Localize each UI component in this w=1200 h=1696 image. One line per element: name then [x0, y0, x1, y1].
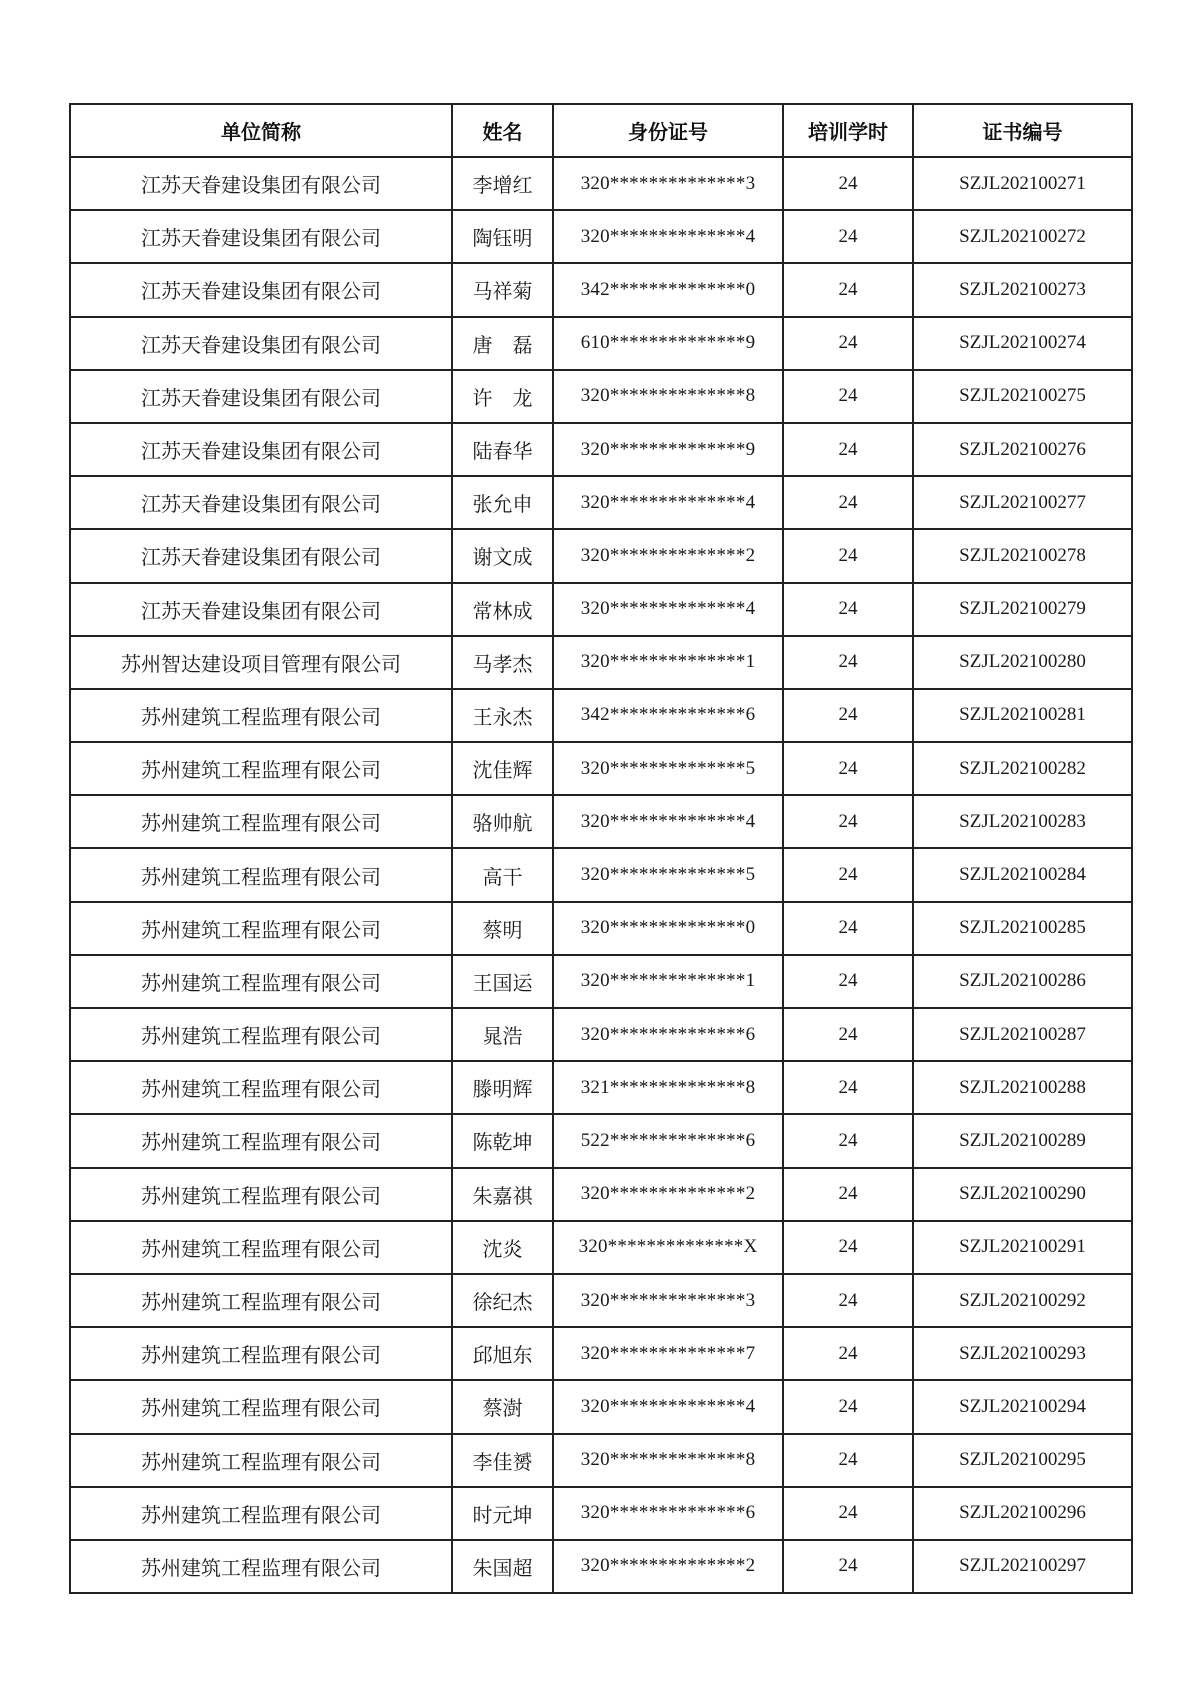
cell-training-hours: 24	[783, 157, 913, 210]
cell-id-number: 342**************6	[553, 689, 783, 742]
cell-unit: 江苏天眷建设集团有限公司	[70, 476, 452, 529]
cell-training-hours: 24	[783, 583, 913, 636]
cell-training-hours: 24	[783, 1221, 913, 1274]
cell-certificate-number: SZJL202100292	[913, 1274, 1132, 1327]
cell-id-number: 320**************5	[553, 848, 783, 901]
cell-name: 常林成	[452, 583, 553, 636]
cell-unit: 苏州智达建设项目管理有限公司	[70, 636, 452, 689]
cell-id-number: 320**************6	[553, 1008, 783, 1061]
table-row	[70, 636, 1132, 689]
cell-unit: 江苏天眷建设集团有限公司	[70, 317, 452, 370]
cell-training-hours: 24	[783, 1274, 913, 1327]
table-row	[70, 1274, 1132, 1327]
table-row	[70, 1540, 1132, 1593]
cell-unit: 江苏天眷建设集团有限公司	[70, 263, 452, 316]
cell-training-hours: 24	[783, 263, 913, 316]
cell-id-number: 320**************8	[553, 1434, 783, 1487]
table-row	[70, 1061, 1132, 1114]
cell-unit: 苏州建筑工程监理有限公司	[70, 848, 452, 901]
cell-name: 陶钰明	[452, 210, 553, 263]
table-row	[70, 1380, 1132, 1433]
cell-training-hours: 24	[783, 1168, 913, 1221]
cell-certificate-number: SZJL202100295	[913, 1434, 1132, 1487]
cell-name: 时元坤	[452, 1487, 553, 1540]
cell-training-hours: 24	[783, 1434, 913, 1487]
header-name: 姓名	[452, 104, 553, 157]
cell-training-hours: 24	[783, 317, 913, 370]
cell-name: 王国运	[452, 955, 553, 1008]
cell-name: 朱国超	[452, 1540, 553, 1593]
table-row	[70, 1487, 1132, 1540]
cell-id-number: 320**************8	[553, 370, 783, 423]
header-training-hours: 培训学时	[783, 104, 913, 157]
table-row	[70, 210, 1132, 263]
cell-id-number: 320**************X	[553, 1221, 783, 1274]
cell-certificate-number: SZJL202100279	[913, 583, 1132, 636]
cell-name: 李佳赟	[452, 1434, 553, 1487]
cell-training-hours: 24	[783, 1380, 913, 1433]
cell-unit: 江苏天眷建设集团有限公司	[70, 423, 452, 476]
cell-unit: 苏州建筑工程监理有限公司	[70, 902, 452, 955]
cell-training-hours: 24	[783, 529, 913, 582]
cell-name: 马孝杰	[452, 636, 553, 689]
cell-certificate-number: SZJL202100297	[913, 1540, 1132, 1593]
cell-unit: 苏州建筑工程监理有限公司	[70, 1061, 452, 1114]
cell-id-number: 320**************3	[553, 157, 783, 210]
cell-id-number: 320**************2	[553, 529, 783, 582]
certificate-table	[69, 103, 1133, 1594]
cell-id-number: 342**************0	[553, 263, 783, 316]
table-row	[70, 742, 1132, 795]
cell-name: 张允申	[452, 476, 553, 529]
header-unit: 单位简称	[70, 104, 452, 157]
cell-id-number: 320**************2	[553, 1168, 783, 1221]
cell-name: 邱旭东	[452, 1327, 553, 1380]
table-row	[70, 848, 1132, 901]
cell-name: 骆帅航	[452, 795, 553, 848]
cell-certificate-number: SZJL202100284	[913, 848, 1132, 901]
cell-id-number: 320**************4	[553, 583, 783, 636]
cell-name: 王永杰	[452, 689, 553, 742]
table-row	[70, 795, 1132, 848]
cell-name: 陆春华	[452, 423, 553, 476]
table-row	[70, 1168, 1132, 1221]
cell-training-hours: 24	[783, 742, 913, 795]
cell-unit: 苏州建筑工程监理有限公司	[70, 955, 452, 1008]
cell-name: 蔡澍	[452, 1380, 553, 1433]
cell-id-number: 320**************6	[553, 1487, 783, 1540]
certificate-table-sheet	[69, 103, 1131, 1594]
cell-name: 许 龙	[452, 370, 553, 423]
cell-training-hours: 24	[783, 1061, 913, 1114]
table-header	[70, 104, 1132, 157]
cell-name: 蔡明	[452, 902, 553, 955]
header-id-number: 身份证号	[553, 104, 783, 157]
cell-name: 马祥菊	[452, 263, 553, 316]
cell-unit: 苏州建筑工程监理有限公司	[70, 1327, 452, 1380]
table-row	[70, 423, 1132, 476]
cell-certificate-number: SZJL202100278	[913, 529, 1132, 582]
cell-training-hours: 24	[783, 848, 913, 901]
cell-unit: 江苏天眷建设集团有限公司	[70, 529, 452, 582]
cell-training-hours: 24	[783, 795, 913, 848]
cell-name: 谢文成	[452, 529, 553, 582]
cell-name: 滕明辉	[452, 1061, 553, 1114]
cell-unit: 苏州建筑工程监理有限公司	[70, 689, 452, 742]
cell-name: 徐纪杰	[452, 1274, 553, 1327]
cell-training-hours: 24	[783, 1327, 913, 1380]
table-row	[70, 263, 1132, 316]
cell-id-number: 522**************6	[553, 1114, 783, 1167]
cell-unit: 苏州建筑工程监理有限公司	[70, 1487, 452, 1540]
cell-training-hours: 24	[783, 902, 913, 955]
cell-training-hours: 24	[783, 1487, 913, 1540]
table-row	[70, 370, 1132, 423]
table-row	[70, 317, 1132, 370]
cell-training-hours: 24	[783, 1114, 913, 1167]
cell-id-number: 320**************1	[553, 955, 783, 1008]
table-body	[70, 157, 1132, 1593]
cell-certificate-number: SZJL202100275	[913, 370, 1132, 423]
cell-id-number: 320**************9	[553, 423, 783, 476]
cell-certificate-number: SZJL202100280	[913, 636, 1132, 689]
cell-name: 朱嘉祺	[452, 1168, 553, 1221]
cell-id-number: 320**************4	[553, 476, 783, 529]
cell-id-number: 320**************4	[553, 1380, 783, 1433]
cell-training-hours: 24	[783, 370, 913, 423]
table-row	[70, 1327, 1132, 1380]
cell-unit: 苏州建筑工程监理有限公司	[70, 1114, 452, 1167]
header-row	[70, 104, 1132, 157]
cell-id-number: 320**************2	[553, 1540, 783, 1593]
cell-unit: 苏州建筑工程监理有限公司	[70, 1168, 452, 1221]
cell-id-number: 320**************0	[553, 902, 783, 955]
cell-certificate-number: SZJL202100288	[913, 1061, 1132, 1114]
table-row	[70, 955, 1132, 1008]
cell-certificate-number: SZJL202100271	[913, 157, 1132, 210]
cell-unit: 苏州建筑工程监理有限公司	[70, 1380, 452, 1433]
cell-name: 高干	[452, 848, 553, 901]
table-row	[70, 583, 1132, 636]
cell-certificate-number: SZJL202100293	[913, 1327, 1132, 1380]
cell-id-number: 321**************8	[553, 1061, 783, 1114]
cell-certificate-number: SZJL202100287	[913, 1008, 1132, 1061]
cell-unit: 苏州建筑工程监理有限公司	[70, 1434, 452, 1487]
table-row	[70, 1221, 1132, 1274]
cell-training-hours: 24	[783, 689, 913, 742]
table-row	[70, 1434, 1132, 1487]
table-row	[70, 689, 1132, 742]
cell-training-hours: 24	[783, 1540, 913, 1593]
cell-certificate-number: SZJL202100291	[913, 1221, 1132, 1274]
cell-training-hours: 24	[783, 636, 913, 689]
table-row	[70, 1008, 1132, 1061]
table-row	[70, 476, 1132, 529]
cell-training-hours: 24	[783, 210, 913, 263]
cell-training-hours: 24	[783, 423, 913, 476]
cell-id-number: 320**************7	[553, 1327, 783, 1380]
cell-unit: 江苏天眷建设集团有限公司	[70, 583, 452, 636]
cell-id-number: 320**************4	[553, 795, 783, 848]
cell-training-hours: 24	[783, 955, 913, 1008]
cell-id-number: 610**************9	[553, 317, 783, 370]
cell-unit: 江苏天眷建设集团有限公司	[70, 370, 452, 423]
cell-unit: 苏州建筑工程监理有限公司	[70, 742, 452, 795]
cell-certificate-number: SZJL202100281	[913, 689, 1132, 742]
cell-certificate-number: SZJL202100286	[913, 955, 1132, 1008]
cell-name: 李增红	[452, 157, 553, 210]
cell-unit: 江苏天眷建设集团有限公司	[70, 157, 452, 210]
cell-name: 沈炎	[452, 1221, 553, 1274]
cell-name: 唐 磊	[452, 317, 553, 370]
cell-name: 陈乾坤	[452, 1114, 553, 1167]
cell-certificate-number: SZJL202100290	[913, 1168, 1132, 1221]
table-row	[70, 529, 1132, 582]
table-row	[70, 1114, 1132, 1167]
table-row	[70, 902, 1132, 955]
cell-certificate-number: SZJL202100273	[913, 263, 1132, 316]
cell-unit: 苏州建筑工程监理有限公司	[70, 1008, 452, 1061]
cell-certificate-number: SZJL202100274	[913, 317, 1132, 370]
cell-certificate-number: SZJL202100277	[913, 476, 1132, 529]
cell-unit: 苏州建筑工程监理有限公司	[70, 1221, 452, 1274]
cell-name: 晁浩	[452, 1008, 553, 1061]
cell-name: 沈佳辉	[452, 742, 553, 795]
cell-id-number: 320**************4	[553, 210, 783, 263]
cell-certificate-number: SZJL202100282	[913, 742, 1132, 795]
header-certificate-number: 证书编号	[913, 104, 1132, 157]
cell-unit: 苏州建筑工程监理有限公司	[70, 1274, 452, 1327]
cell-id-number: 320**************1	[553, 636, 783, 689]
cell-unit: 苏州建筑工程监理有限公司	[70, 795, 452, 848]
table-row	[70, 157, 1132, 210]
cell-certificate-number: SZJL202100276	[913, 423, 1132, 476]
cell-id-number: 320**************5	[553, 742, 783, 795]
cell-certificate-number: SZJL202100296	[913, 1487, 1132, 1540]
cell-certificate-number: SZJL202100285	[913, 902, 1132, 955]
cell-certificate-number: SZJL202100289	[913, 1114, 1132, 1167]
cell-training-hours: 24	[783, 476, 913, 529]
cell-certificate-number: SZJL202100272	[913, 210, 1132, 263]
cell-certificate-number: SZJL202100294	[913, 1380, 1132, 1433]
cell-unit: 江苏天眷建设集团有限公司	[70, 210, 452, 263]
cell-unit: 苏州建筑工程监理有限公司	[70, 1540, 452, 1593]
cell-id-number: 320**************3	[553, 1274, 783, 1327]
cell-training-hours: 24	[783, 1008, 913, 1061]
cell-certificate-number: SZJL202100283	[913, 795, 1132, 848]
